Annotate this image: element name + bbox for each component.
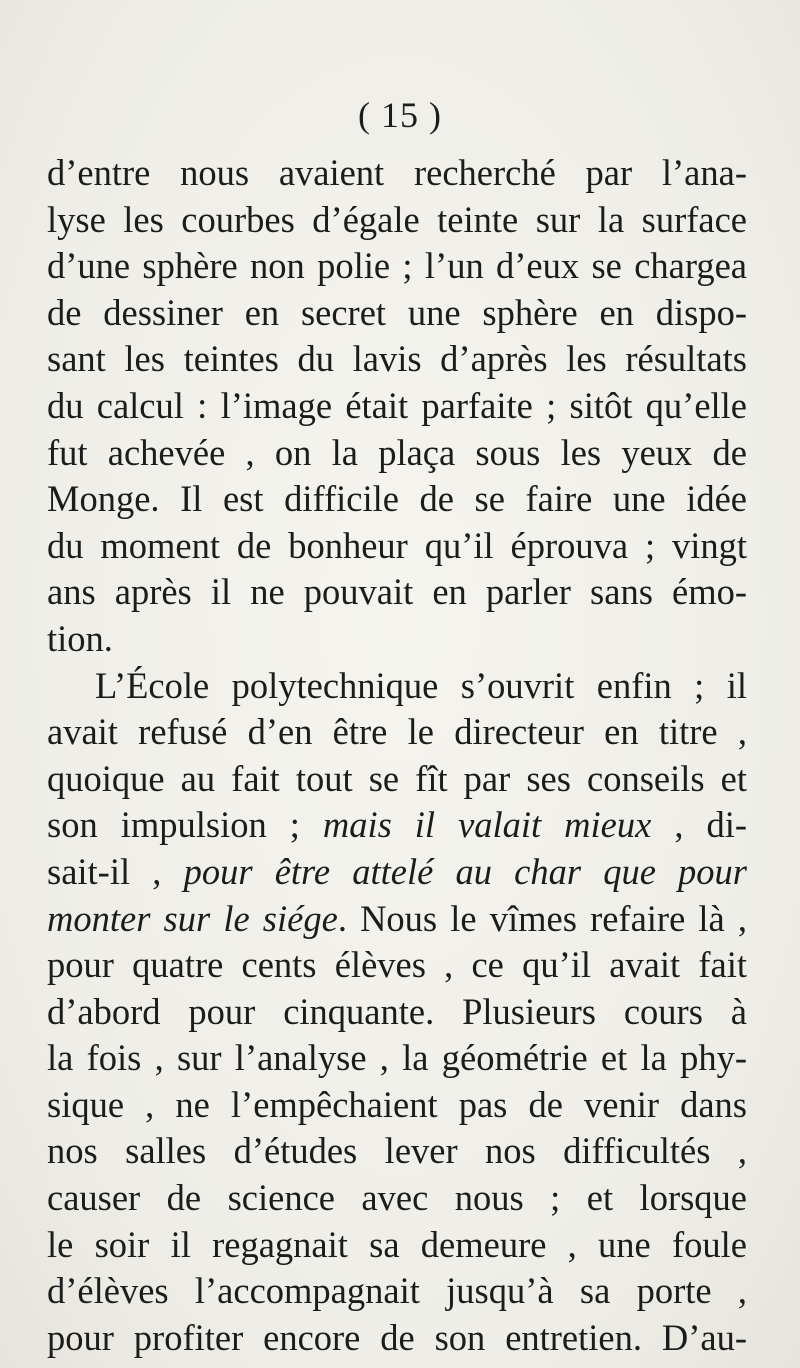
text-line: d’abord pour cinquante. Plusieurs cours à — [47, 990, 747, 1032]
text-line — [47, 896, 747, 943]
text-segment: son impulsion ; — [47, 804, 323, 846]
text-line: de dessiner en secret une sphère en dispo- — [47, 291, 747, 333]
paragraph-end-line: tion. — [47, 617, 113, 659]
text-segment: , di- — [651, 804, 747, 846]
italic-quote: pour être attelé au char que pour — [183, 850, 747, 892]
text-segment: sait-il , — [47, 850, 184, 892]
text-line: du calcul : l’image était parfaite ; sitôt qu’elle — [47, 384, 747, 426]
text-line: Monge. Il est difficile de se faire une idée — [47, 478, 747, 520]
text-line: d’entre nous avaient recherché par l’ana- — [47, 152, 747, 193]
italic-quote: mais il valait mieux — [322, 804, 652, 846]
text-line: ans après il ne pouvait en parler sans émo- — [47, 571, 747, 613]
text-line: pour quatre cents élèves , ce qu’il avait fait — [47, 944, 747, 986]
text-line — [47, 849, 747, 896]
text-line: lyse les courbes d’égale teinte sur la surface — [47, 198, 747, 240]
text-segment: . Nous le vîmes refaire là , — [337, 897, 747, 939]
paragraph-start-line: L’École polytechnique s’ouvrit enfin ; il — [95, 664, 747, 706]
body-text — [47, 150, 747, 1361]
italic-quote: monter sur le siége — [47, 897, 338, 939]
text-line: causer de science avec nous ; et lorsque — [47, 1177, 747, 1219]
text-line: le soir il regagnait sa demeure , une foule — [47, 1223, 747, 1265]
text-line: sique , ne l’empêchaient pas de venir dans — [47, 1083, 747, 1125]
text-line — [47, 802, 747, 849]
text-line: fut achevée , on la plaça sous les yeux de — [47, 431, 747, 473]
text-line: avait refusé d’en être le directeur en titre , — [47, 711, 747, 753]
text-line: quoique au fait tout se fît par ses conseils et — [47, 757, 747, 799]
text-line: d’élèves l’accompagnait jusqu’à sa porte , — [47, 1270, 747, 1312]
text-line: pour profiter encore de son entretien. D’au- — [47, 1316, 747, 1358]
page-number: ( 15 ) — [358, 95, 442, 135]
text-line: la fois , sur l’analyse , la géométrie et la phy- — [47, 1037, 747, 1079]
text-line: nos salles d’études lever nos difficultés , — [47, 1130, 747, 1172]
text-line: sant les teintes du lavis d’après les résultats — [47, 338, 747, 380]
text-line: d’une sphère non polie ; l’un d’eux se chargea — [47, 245, 747, 287]
text-line: du moment de bonheur qu’il éprouva ; vingt — [47, 524, 747, 566]
